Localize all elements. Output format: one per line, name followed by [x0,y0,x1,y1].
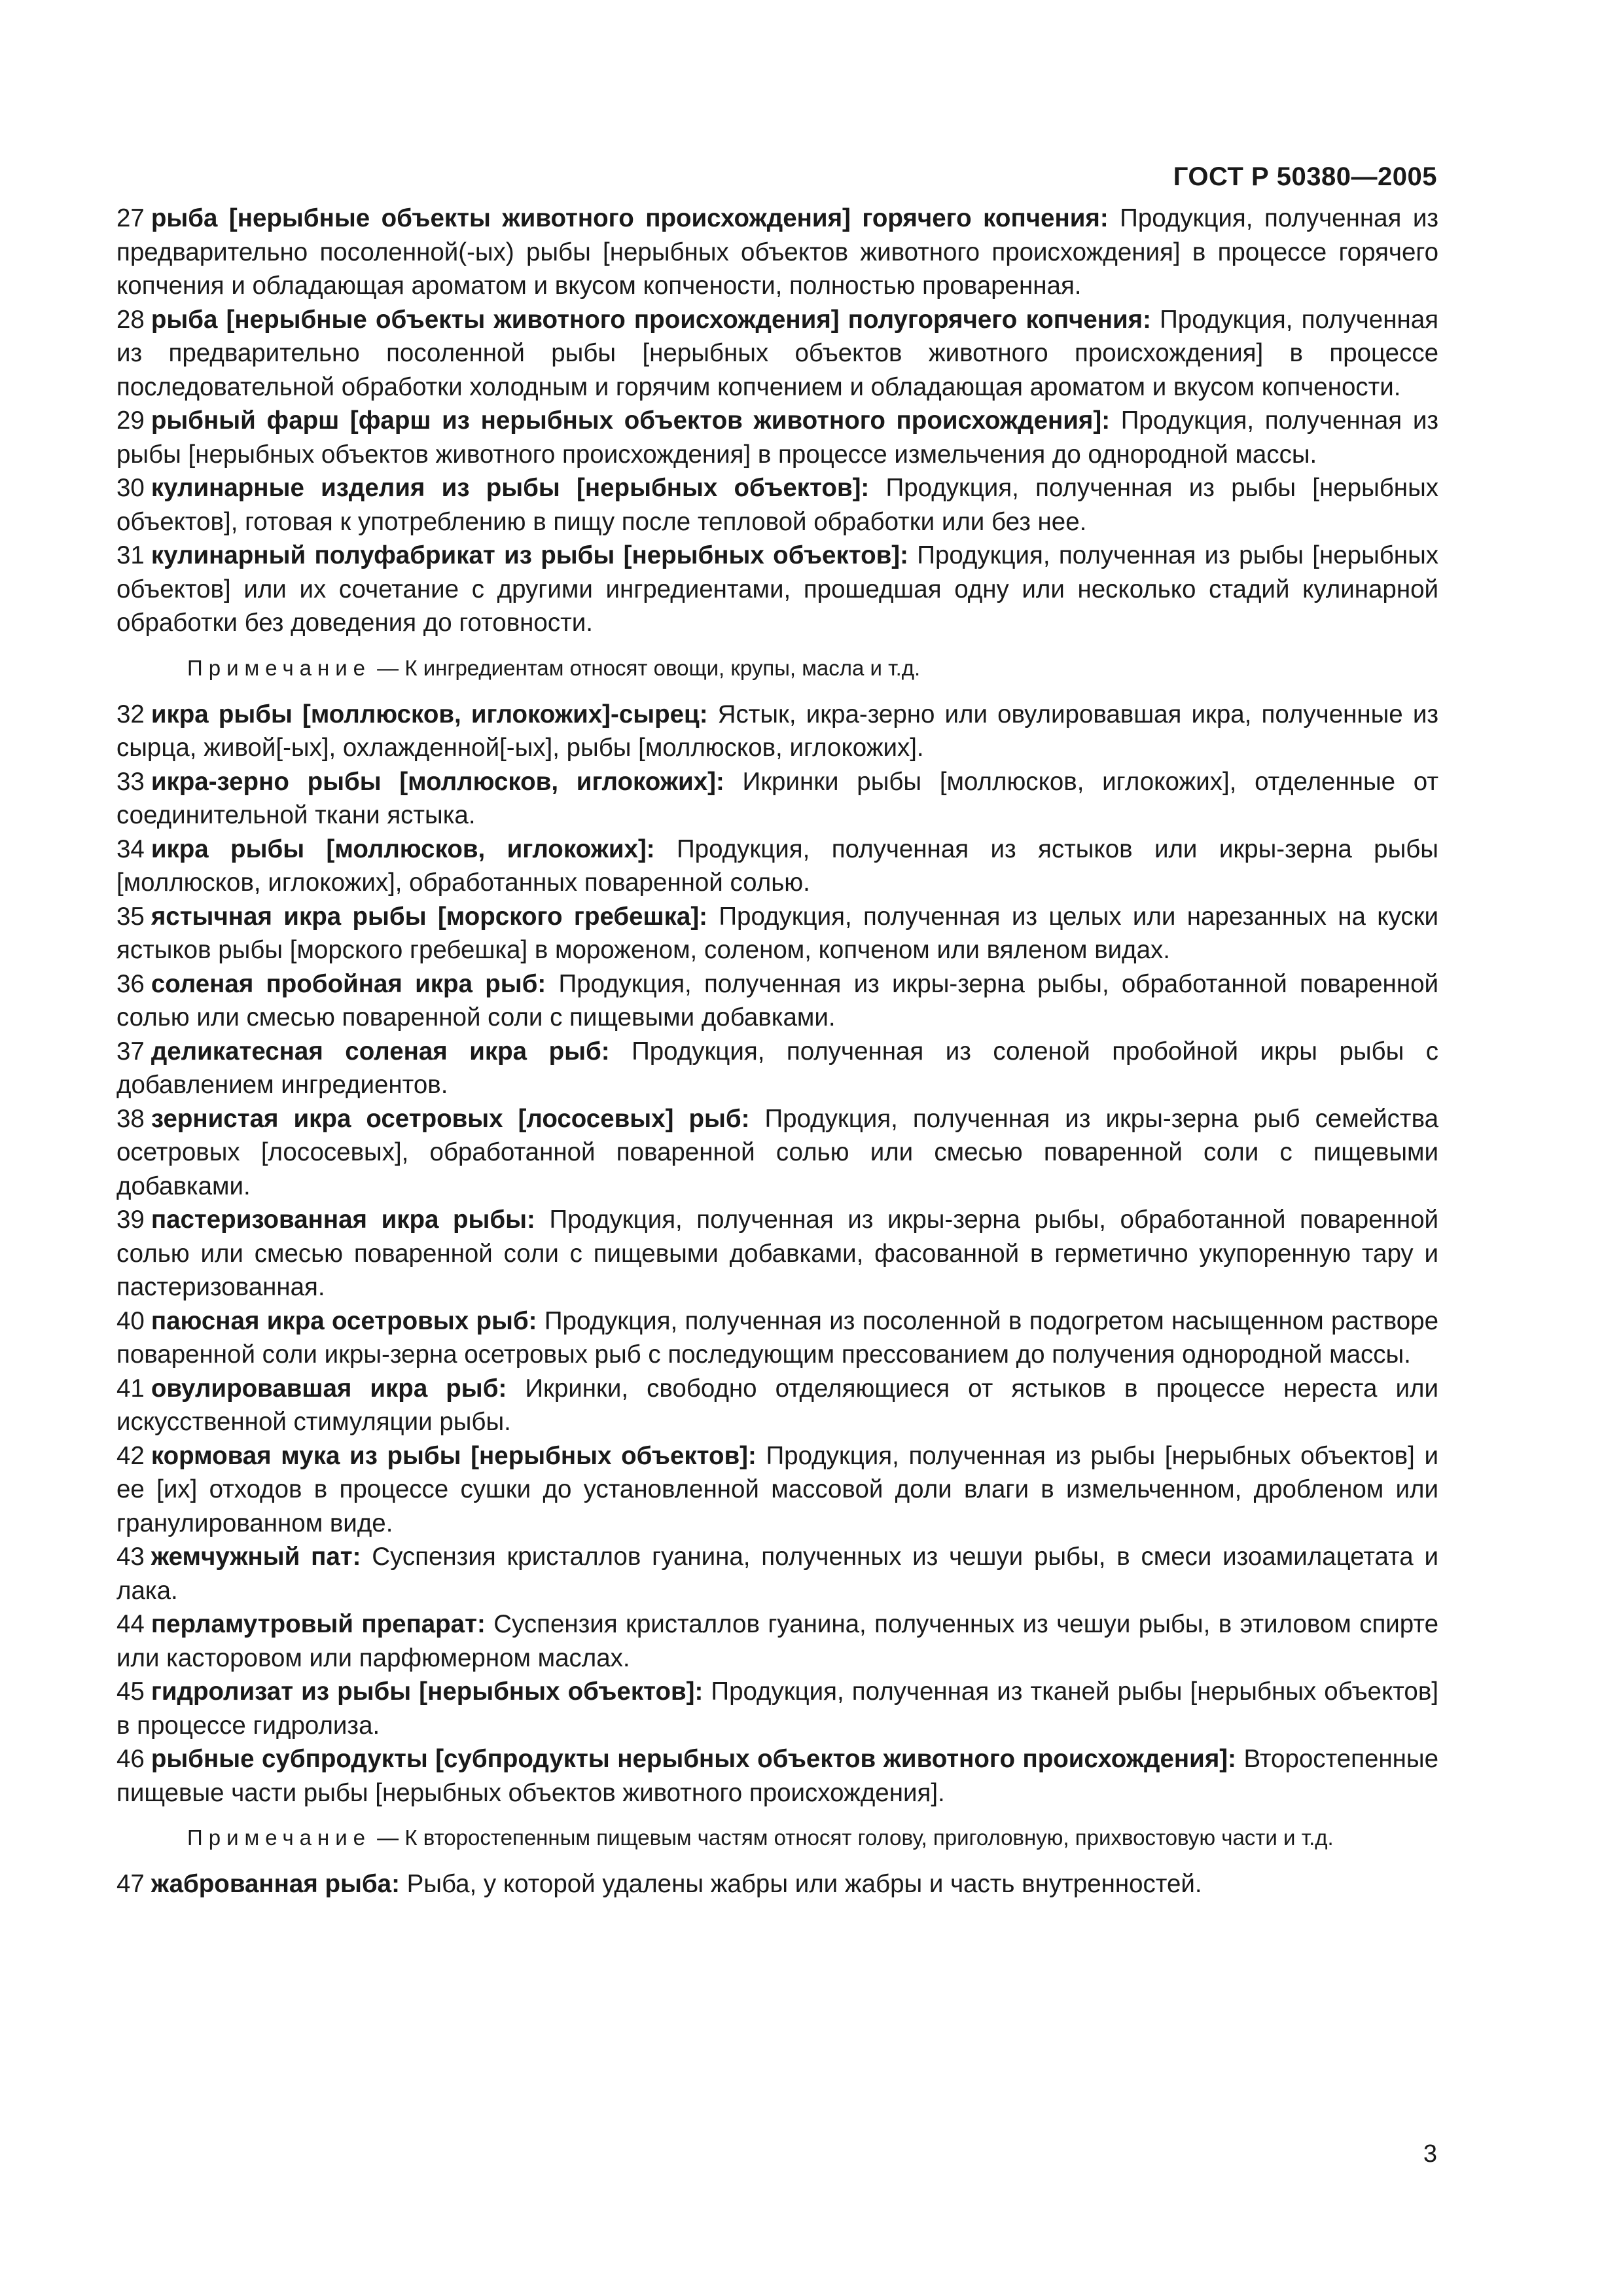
standard-header: ГОСТ Р 50380—2005 [1173,162,1437,191]
term-entry [116,539,1438,640]
term-name: икра рыбы [моллюсков, иглокожих]-сырец: [151,700,708,728]
term-number: 44 [116,1610,145,1638]
term-definition: Продукция, полученная из икры-зерна рыб семейства осетровых [лососевых], обработанной поваренной солью или смесью поваренной соли с пищевыми добавками. [116,1104,1438,1200]
term-number: 38 [116,1104,145,1133]
term-name: овулировавшая икра рыб: [151,1374,507,1403]
term-definition: Рыба, у которой удалены жабры или жабры и часть внутренностей. [406,1870,1202,1898]
note-ingredients [116,652,1438,685]
term-definition: Суспензия кристаллов гуанина, полученных из чешуи рыбы, в этиловом спирте или касторовом или парфюмерном маслах. [116,1610,1438,1672]
term-entry [116,967,1438,1035]
term-number: 43 [116,1543,145,1571]
term-entry [116,1607,1438,1675]
term-definition: Продукция, полученная из рыбы [нерыбных объектов животного происхождения] в процессе измельчения до однородной массы. [116,406,1438,469]
term-number: 33 [116,767,145,796]
term-number: 40 [116,1306,145,1335]
term-entry [116,303,1438,404]
term-entry [116,1742,1438,1810]
term-name: зернистая икра осетровых [лососевых] рыб: [151,1104,750,1133]
term-definition: Продукция, полученная из рыбы [нерыбных объектов], готовая к употреблению в пищу после тепловой обработки или без нее. [116,474,1438,536]
term-number: 41 [116,1374,145,1403]
note-text: — К ингредиентам относят овощи, крупы, масла и т.д. [371,655,921,680]
term-definition: Продукция, полученная из икры-зерна рыбы, обработанной поваренной солью или смесью поваренной соли с пищевыми добавками, фасованной в герметично укупоренную тару и пастеризованная. [116,1206,1438,1301]
term-entry [116,1102,1438,1204]
term-name: кормовая мука из рыбы [нерыбных объектов]: [151,1441,757,1470]
term-entry [116,1372,1438,1439]
term-name: рыбные субпродукты [субпродукты нерыбных объектов животного происхождения]: [151,1745,1236,1773]
term-name: деликатесная соленая икра рыб: [151,1037,610,1066]
note-text: — К второстепенным пищевым частям относят голову, приголовную, прихвостовую части и т.д. [371,1825,1334,1850]
term-definition: Продукция, полученная из предварительно посоленной(-ых) рыбы [нерыбных объектов животного происхождения] в процессе горячего копчения и обладающая ароматом и вкусом копчености, полностью проваренная. [116,204,1438,300]
term-entries-32-46 [116,698,1438,1810]
term-name: жаброванная рыба: [151,1870,400,1898]
term-name: соленая пробойная икра рыб: [151,969,546,998]
term-name: ястычная икра рыбы [морского гребешка]: [151,902,707,931]
term-name: кулинарный полуфабрикат из рыбы [нерыбных объектов]: [151,541,908,569]
term-entry [116,765,1438,833]
term-entry [116,404,1438,471]
page-number: 3 [1423,2140,1437,2168]
term-definition: Продукция, полученная из посоленной в подогретом насыщенном растворе поваренной соли икры-зерна осетровых рыб с последующим прессованием до получения однородной массы. [116,1306,1438,1369]
term-name: пастеризованная икра рыбы: [151,1206,535,1234]
term-definition: Икринки, свободно отделяющиеся от ястыков в процессе нереста или искусственной стимуляции рыбы. [116,1374,1438,1436]
term-number: 47 [116,1870,145,1898]
term-definition: Продукция, полученная из рыбы [нерыбных объектов] и ее [их] отходов в процессе сушки до установленной массовой доли влаги в измельченном, дробленом или гранулированном виде. [116,1441,1438,1537]
note-lead: Примечание [187,655,372,680]
term-entry [116,471,1438,539]
term-name: жемчужный пат: [151,1543,361,1571]
term-name: рыба [нерыбные объекты животного происхождения] полугорячего копчения: [151,305,1151,334]
term-number: 27 [116,204,145,232]
term-number: 36 [116,969,145,998]
term-number: 30 [116,474,145,502]
note-secondary-parts [116,1821,1438,1854]
term-definition: Ястык, икра-зерно или овулировавшая икра, полученные из сырца, живой[-ых], охлажденной[-ых], рыбы [моллюсков, иглокожих]. [116,700,1438,762]
term-name: кулинарные изделия из рыбы [нерыбных объектов]: [151,474,870,502]
note-lead: Примечание [187,1825,372,1850]
term-number: 29 [116,406,145,435]
term-entry [116,698,1438,765]
term-number: 39 [116,1206,145,1234]
term-name: икра-зерно рыбы [моллюсков, иглокожих]: [151,767,724,796]
term-name: рыба [нерыбные объекты животного происхождения] горячего копчения: [151,204,1109,232]
term-definition: Продукция, полученная из целых или нарезанных на куски ястыков рыбы [морского гребешка] в мороженом, соленом, копченом или вяленом видах. [116,902,1438,964]
term-number: 46 [116,1745,145,1773]
term-number: 45 [116,1677,145,1706]
term-entries-27-31 [116,202,1438,640]
term-definition: Продукция, полученная из икры-зерна рыбы, обработанной поваренной солью или смесью поваренной соли с пищевыми добавками. [116,969,1438,1031]
term-name: паюсная икра осетровых рыб: [151,1306,537,1335]
term-name: гидролизат из рыбы [нерыбных объектов]: [151,1677,704,1706]
term-definition: Суспензия кристаллов гуанина, полученных из чешуи рыбы, в смеси изоамилацетата и лака. [116,1543,1438,1605]
term-number: 31 [116,541,145,569]
term-name: рыбный фарш [фарш из нерыбных объектов животного происхождения]: [151,406,1111,435]
term-number: 32 [116,700,145,728]
term-number: 37 [116,1037,145,1066]
term-entry [116,833,1438,900]
term-number: 35 [116,902,145,931]
term-entry [116,202,1438,303]
term-name: перламутровый препарат: [151,1610,486,1638]
term-entry [116,900,1438,967]
term-entry [116,1867,1438,1901]
term-entry [116,1439,1438,1541]
term-definition: Продукция, полученная из тканей рыбы [нерыбных объектов] в процессе гидролиза. [116,1677,1438,1740]
term-entry [116,1203,1438,1304]
term-entry [116,1540,1438,1607]
term-entry [116,1675,1438,1742]
term-definition: Продукция, полученная из предварительно посоленной рыбы [нерыбных объектов животного происхождения] в процессе последовательной обработки холодным и горячим копчением и обладающая ароматом и вкусом копчености. [116,305,1438,401]
term-definition: Продукция, полученная из соленой пробойной икры рыбы с добавлением ингредиентов. [116,1037,1438,1099]
term-definition: Второстепенные пищевые части рыбы [нерыбных объектов животного происхождения]. [116,1745,1439,1807]
term-name: икра рыбы [моллюсков, иглокожих]: [151,834,655,863]
term-entries-47 [116,1867,1438,1901]
term-number: 34 [116,834,145,863]
term-entry [116,1035,1438,1102]
document-body [116,202,1438,1901]
term-definition: Продукция, полученная из рыбы [нерыбных объектов] или их сочетание с другими ингредиентами, прошедшая одну или несколько стадий кулинарной обработки без доведения до готовности. [116,541,1438,637]
term-definition: Икринки рыбы [моллюсков, иглокожих], отделенные от соединительной ткани ястыка. [116,767,1438,829]
term-number: 42 [116,1441,145,1470]
term-definition: Продукция, полученная из ястыков или икры-зерна рыбы [моллюсков, иглокожих], обработанных поваренной солью. [116,834,1438,897]
term-number: 28 [116,305,145,334]
term-entry [116,1304,1438,1372]
